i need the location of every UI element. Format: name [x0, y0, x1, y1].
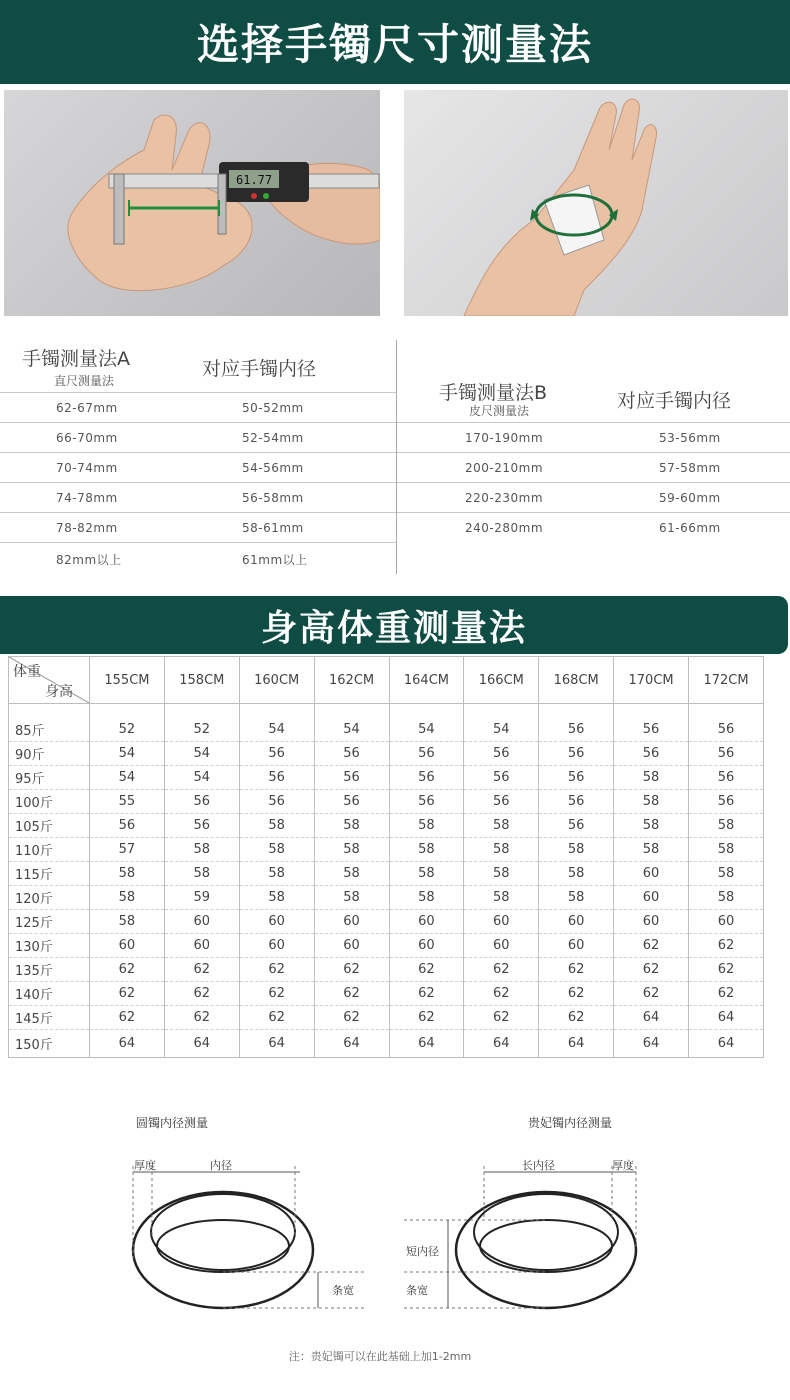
size-cell: 64 — [689, 1030, 764, 1058]
size-cell: 58 — [614, 838, 689, 862]
size-cell: 58 — [239, 886, 314, 910]
size-cell: 60 — [314, 934, 389, 958]
weight-cell: 145斤 — [9, 1006, 90, 1030]
oval-long-label: 长内径 — [522, 1159, 555, 1172]
height-weight-size-table — [8, 656, 764, 1058]
size-cell: 52 — [90, 704, 165, 742]
size-cell: 57 — [90, 838, 165, 862]
size-cell: 58 — [539, 886, 614, 910]
table-row — [9, 982, 764, 1006]
size-cell: 56 — [689, 766, 764, 790]
size-cell: 62 — [164, 1006, 239, 1030]
table-cell: 200-210mm — [465, 461, 544, 475]
size-cell: 64 — [539, 1030, 614, 1058]
size-cell: 60 — [464, 934, 539, 958]
size-cell: 56 — [614, 742, 689, 766]
size-cell: 56 — [90, 814, 165, 838]
table-cell: 62-67mm — [56, 401, 118, 415]
size-cell: 60 — [164, 910, 239, 934]
svg-text:61.77: 61.77 — [236, 173, 273, 187]
table-cell: 50-52mm — [242, 401, 304, 415]
size-cell: 60 — [464, 910, 539, 934]
size-cell: 62 — [614, 934, 689, 958]
size-cell: 62 — [389, 958, 464, 982]
size-cell: 58 — [90, 862, 165, 886]
size-cell: 60 — [614, 886, 689, 910]
table-cell: 52-54mm — [242, 431, 304, 445]
size-cell: 62 — [164, 982, 239, 1006]
table-cell: 61mm以上 — [242, 553, 308, 567]
size-cell: 58 — [614, 814, 689, 838]
size-cell: 58 — [389, 886, 464, 910]
size-cell: 62 — [389, 1006, 464, 1030]
weight-cell: 120斤 — [9, 886, 90, 910]
method-b-header — [397, 340, 790, 422]
size-cell: 62 — [614, 958, 689, 982]
size-cell: 58 — [689, 838, 764, 862]
size-cell: 56 — [389, 790, 464, 814]
size-cell: 62 — [314, 1006, 389, 1030]
table-row — [9, 886, 764, 910]
size-cell: 60 — [689, 910, 764, 934]
size-cell: 58 — [239, 862, 314, 886]
round-inner-label: 内径 — [210, 1159, 232, 1172]
corner-weight-label: 体重 — [13, 664, 41, 680]
table-row — [0, 392, 396, 422]
table-row — [9, 1030, 764, 1058]
size-cell: 62 — [90, 1006, 165, 1030]
size-cell: 60 — [314, 910, 389, 934]
size-cell: 62 — [539, 958, 614, 982]
size-cell: 56 — [689, 790, 764, 814]
size-cell: 56 — [239, 790, 314, 814]
size-cell: 58 — [90, 886, 165, 910]
table-cell: 78-82mm — [56, 521, 118, 535]
table-row — [9, 958, 764, 982]
column-header: 164CM — [389, 657, 464, 704]
table-cell: 59-60mm — [659, 491, 721, 505]
round-bracelet-inner — [151, 1194, 295, 1270]
oval-bracelet-inner — [474, 1194, 618, 1270]
table-row — [0, 512, 396, 542]
size-cell: 56 — [614, 704, 689, 742]
weight-cell: 150斤 — [9, 1030, 90, 1058]
weight-cell: 125斤 — [9, 910, 90, 934]
size-cell: 58 — [90, 910, 165, 934]
size-cell: 59 — [164, 886, 239, 910]
size-cell: 60 — [614, 862, 689, 886]
weight-cell: 135斤 — [9, 958, 90, 982]
size-cell: 58 — [539, 838, 614, 862]
size-cell: 56 — [164, 790, 239, 814]
weight-cell: 130斤 — [9, 934, 90, 958]
size-cell: 62 — [389, 982, 464, 1006]
table-cell: 57-58mm — [659, 461, 721, 475]
size-cell: 54 — [164, 742, 239, 766]
size-cell: 62 — [90, 982, 165, 1006]
size-cell: 62 — [689, 958, 764, 982]
size-cell: 54 — [90, 742, 165, 766]
oval-short-label: 短内径 — [406, 1245, 439, 1258]
weight-cell: 100斤 — [9, 790, 90, 814]
table-row — [0, 422, 396, 452]
size-cell: 54 — [464, 704, 539, 742]
method-a-title: 手镯测量法A — [22, 348, 130, 370]
size-cell: 60 — [239, 910, 314, 934]
size-cell: 54 — [90, 766, 165, 790]
size-cell: 58 — [464, 886, 539, 910]
size-cell: 64 — [164, 1030, 239, 1058]
table-row — [9, 838, 764, 862]
size-cell: 58 — [689, 862, 764, 886]
table-row — [0, 482, 396, 512]
size-cell: 52 — [164, 704, 239, 742]
column-header: 168CM — [539, 657, 614, 704]
size-cell: 56 — [314, 790, 389, 814]
oval-bracelet-title: 贵妃镯内径测量 — [528, 1116, 613, 1130]
size-cell: 56 — [539, 814, 614, 838]
size-cell: 58 — [164, 862, 239, 886]
column-header: 155CM — [90, 657, 165, 704]
table-row — [397, 452, 790, 482]
table-cell: 170-190mm — [465, 431, 544, 445]
table-row — [9, 814, 764, 838]
size-cell: 56 — [689, 704, 764, 742]
size-cell: 58 — [389, 814, 464, 838]
round-width-label: 条宽 — [332, 1284, 354, 1297]
table-row — [397, 512, 790, 542]
size-cell: 64 — [389, 1030, 464, 1058]
column-header: 162CM — [314, 657, 389, 704]
size-cell: 56 — [464, 766, 539, 790]
size-cell: 56 — [389, 742, 464, 766]
size-cell: 60 — [614, 910, 689, 934]
table-row — [9, 766, 764, 790]
size-cell: 62 — [539, 1006, 614, 1030]
section-title: 身高体重测量法 — [260, 606, 527, 649]
table-cell: 70-74mm — [56, 461, 118, 475]
size-cell: 56 — [539, 704, 614, 742]
caliper-measuring-hand-photo — [4, 90, 380, 316]
size-cell: 60 — [90, 934, 165, 958]
size-cell: 55 — [90, 790, 165, 814]
weight-cell: 90斤 — [9, 742, 90, 766]
size-cell: 58 — [239, 838, 314, 862]
table-row — [0, 452, 396, 482]
size-cell: 56 — [539, 790, 614, 814]
table-row — [397, 422, 790, 452]
method-a-col2-header: 对应手镯内径 — [202, 358, 317, 380]
oval-size-note: 注：贵妃镯可以在此基础上加1-2mm — [288, 1350, 472, 1363]
size-cell: 64 — [614, 1030, 689, 1058]
table-cell: 66-70mm — [56, 431, 118, 445]
size-cell: 62 — [614, 982, 689, 1006]
size-cell: 56 — [239, 742, 314, 766]
size-cell: 56 — [314, 742, 389, 766]
size-cell: 56 — [314, 766, 389, 790]
column-header: 160CM — [239, 657, 314, 704]
weight-cell: 85斤 — [9, 704, 90, 742]
size-cell: 56 — [464, 790, 539, 814]
table-row — [9, 742, 764, 766]
size-cell: 64 — [689, 1006, 764, 1030]
table-row — [9, 862, 764, 886]
size-cell: 60 — [389, 934, 464, 958]
size-cell: 56 — [239, 766, 314, 790]
size-cell: 62 — [464, 958, 539, 982]
method-a-header — [0, 340, 396, 392]
size-cell: 64 — [464, 1030, 539, 1058]
size-cell: 62 — [239, 982, 314, 1006]
size-cell: 56 — [689, 742, 764, 766]
size-cell: 62 — [314, 982, 389, 1006]
oval-bracelet-inner-edge — [480, 1220, 612, 1272]
size-cell: 62 — [464, 982, 539, 1006]
size-cell: 58 — [464, 814, 539, 838]
round-bracelet-title: 圆镯内径测量 — [136, 1116, 209, 1130]
size-cell: 64 — [314, 1030, 389, 1058]
section-title-banner — [0, 596, 788, 654]
oval-width-label: 条宽 — [406, 1284, 428, 1297]
table-cell: 220-230mm — [465, 491, 544, 505]
weight-cell: 110斤 — [9, 838, 90, 862]
method-b-table — [397, 340, 790, 574]
oval-thickness-label: 厚度 — [612, 1159, 634, 1172]
size-cell: 62 — [90, 958, 165, 982]
size-cell: 54 — [314, 704, 389, 742]
size-cell: 60 — [539, 910, 614, 934]
table-header-row — [9, 657, 764, 704]
size-cell: 62 — [539, 982, 614, 1006]
size-cell: 62 — [464, 1006, 539, 1030]
size-cell: 62 — [689, 982, 764, 1006]
size-cell: 56 — [539, 766, 614, 790]
size-cell: 60 — [539, 934, 614, 958]
weight-cell: 105斤 — [9, 814, 90, 838]
table-cell: 53-56mm — [659, 431, 721, 445]
table-row — [397, 482, 790, 512]
size-cell: 60 — [164, 934, 239, 958]
size-cell: 58 — [389, 838, 464, 862]
size-cell: 58 — [539, 862, 614, 886]
bracelet-measurement-diagram — [0, 1100, 790, 1390]
column-header: 172CM — [689, 657, 764, 704]
column-header: 166CM — [464, 657, 539, 704]
size-cell: 56 — [539, 742, 614, 766]
table-cell: 82mm以上 — [56, 553, 122, 567]
method-a-table — [0, 340, 397, 574]
section-title: 选择手镯尺寸测量法 — [196, 20, 593, 69]
table-cell: 56-58mm — [242, 491, 304, 505]
tape-around-hand-photo — [404, 90, 788, 316]
weight-cell: 95斤 — [9, 766, 90, 790]
table-row — [9, 1006, 764, 1030]
weight-cell: 140斤 — [9, 982, 90, 1006]
table-cell: 61-66mm — [659, 521, 721, 535]
table-cell: 74-78mm — [56, 491, 118, 505]
method-b-col2-header: 对应手镯内径 — [617, 390, 732, 412]
size-cell: 58 — [464, 838, 539, 862]
table-row — [9, 934, 764, 958]
size-cell: 54 — [389, 704, 464, 742]
section-title-banner — [0, 0, 790, 84]
size-cell: 60 — [389, 910, 464, 934]
size-cell: 54 — [239, 704, 314, 742]
method-b-subtitle: 皮尺测量法 — [469, 404, 530, 418]
table-cell: 240-280mm — [465, 521, 544, 535]
size-cell: 62 — [239, 1006, 314, 1030]
size-cell: 56 — [464, 742, 539, 766]
size-cell: 62 — [239, 958, 314, 982]
table-cell: 54-56mm — [242, 461, 304, 475]
bracelet-outline-drawing — [0, 1100, 790, 1350]
round-thickness-label: 厚度 — [134, 1159, 156, 1172]
method-a-subtitle: 直尺测量法 — [54, 374, 115, 388]
size-cell: 58 — [164, 838, 239, 862]
corner-height-label: 身高 — [45, 684, 73, 700]
size-cell: 58 — [614, 790, 689, 814]
table-row — [9, 790, 764, 814]
size-cell: 58 — [314, 886, 389, 910]
size-cell: 54 — [164, 766, 239, 790]
table-cell: 58-61mm — [242, 521, 304, 535]
table-row — [9, 910, 764, 934]
column-header: 170CM — [614, 657, 689, 704]
size-cell: 58 — [689, 814, 764, 838]
weight-cell: 115斤 — [9, 862, 90, 886]
round-bracelet-inner-edge — [157, 1220, 289, 1272]
size-cell: 56 — [389, 766, 464, 790]
size-cell: 58 — [239, 814, 314, 838]
corner-header — [9, 657, 90, 704]
size-cell: 64 — [90, 1030, 165, 1058]
size-cell: 62 — [164, 958, 239, 982]
size-cell: 62 — [314, 958, 389, 982]
size-cell: 58 — [614, 766, 689, 790]
size-cell: 60 — [239, 934, 314, 958]
size-cell: 64 — [239, 1030, 314, 1058]
size-cell: 64 — [614, 1006, 689, 1030]
table-row — [0, 542, 396, 572]
size-cell: 58 — [464, 862, 539, 886]
size-cell: 58 — [314, 862, 389, 886]
size-cell: 58 — [389, 862, 464, 886]
method-b-title: 手镯测量法B — [439, 382, 548, 404]
table-row — [9, 704, 764, 742]
size-cell: 58 — [314, 814, 389, 838]
size-cell: 58 — [689, 886, 764, 910]
size-cell: 56 — [164, 814, 239, 838]
size-cell: 58 — [314, 838, 389, 862]
column-header: 158CM — [164, 657, 239, 704]
size-cell: 62 — [689, 934, 764, 958]
